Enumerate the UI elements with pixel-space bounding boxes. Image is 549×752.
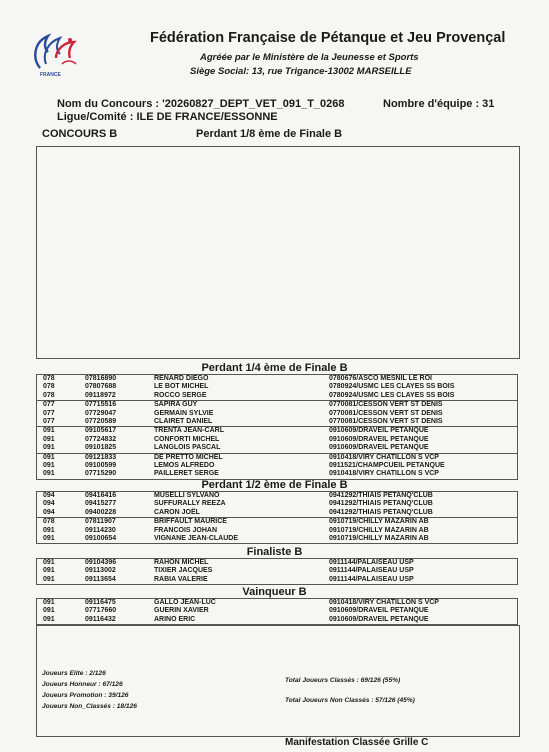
player-name: VIGNANE JEAN-CLAUDE (154, 534, 239, 542)
player-club: 0911521/CHAMPCUEIL PETANQUE (329, 461, 445, 469)
finaliste-table (36, 558, 518, 585)
section-title-vainqueur: Vainqueur B (242, 586, 307, 598)
player-dept-code: 091 (43, 453, 55, 461)
player-licence: 09116475 (85, 599, 116, 606)
player-licence: 09105617 (85, 427, 117, 435)
player-name: SUFFURALLY REEZA (154, 500, 226, 508)
player-name: DE PRETTO MICHEL (154, 453, 223, 461)
player-club: 0910719/CHILLY MAZARIN AB (329, 534, 429, 542)
player-licence: 09113002 (85, 567, 116, 575)
federation-subtitle-ministry: Agréée par le Ministère de la Jeunesse et Sports (200, 52, 419, 63)
ffpjp-logo-icon (26, 28, 82, 80)
player-name: ROCCO SERGE (154, 391, 207, 399)
player-club: 0910418/VIRY CHATILLON S VCP (329, 599, 439, 606)
player-name: BRIFFAULT MAURICE (154, 518, 227, 526)
player-licence: 07724832 (85, 435, 117, 443)
player-club: 0910418/VIRY CHATILLON S VCP (329, 453, 439, 461)
player-row (37, 392, 517, 400)
player-name: CONFORTI MICHEL (154, 435, 220, 443)
player-dept-code: 078 (43, 391, 55, 399)
team-block (37, 375, 517, 400)
player-name: MUSELLI SYLVANO (154, 492, 220, 499)
player-row (37, 492, 517, 500)
player-row (37, 427, 517, 435)
player-dept-code: 091 (43, 559, 55, 566)
player-name: LANGLOIS PASCAL (154, 444, 221, 452)
player-dept-code: 091 (43, 567, 55, 575)
player-name: CARON JOËL (154, 508, 200, 516)
team-block (37, 517, 517, 543)
player-licence: 09114230 (85, 526, 116, 534)
player-row (37, 418, 517, 426)
player-licence: 07816890 (85, 375, 117, 382)
player-dept-code: 094 (43, 492, 55, 499)
player-row (37, 454, 517, 462)
perdant-1-4-table (36, 374, 518, 480)
player-dept-code: 091 (43, 599, 55, 606)
team-block (37, 400, 517, 426)
player-dept-code: 094 (43, 500, 55, 508)
player-dept-code: 078 (43, 383, 55, 391)
team-block (37, 559, 517, 584)
player-dept-code: 077 (43, 409, 55, 417)
player-name: GUERIN XAVIER (154, 607, 209, 615)
player-row (37, 462, 517, 470)
player-licence: 09416416 (85, 492, 117, 499)
stat-elite: Joueurs Elite : 2/126 (42, 670, 106, 677)
player-row (37, 567, 517, 575)
logo-text: FRANCE (40, 72, 61, 78)
player-dept-code: 094 (43, 508, 55, 516)
player-row (37, 436, 517, 444)
player-dept-code: 077 (43, 417, 55, 425)
federation-title: Fédération Française de Pétanque et Jeu Provençal (150, 30, 506, 46)
player-dept-code: 091 (43, 435, 55, 443)
player-row (37, 470, 517, 478)
player-club: 0911144/PALAISEAU USP (329, 559, 414, 566)
section-title-finaliste: Finaliste B (246, 546, 303, 558)
player-club: 0910609/DRAVEIL PETANQUE (329, 444, 429, 452)
player-licence: 09113654 (85, 575, 116, 583)
player-name: TRENTA JEAN-CARL (154, 427, 224, 435)
section-title-perdant-1-2: Perdant 1/2 ème de Finale B (201, 479, 348, 491)
contest-name: Nom du Concours : '20260827_DEPT_VET_091_T_0268 (57, 98, 345, 110)
player-row (37, 599, 517, 607)
section-title-perdant-1-8: Perdant 1/8 ème de Finale B (196, 128, 343, 140)
player-licence: 09100599 (85, 461, 117, 469)
federation-subtitle-address: Siège Social: 13, rue Trigance-13002 MARSEILLE (190, 66, 412, 77)
player-club: 0780924/USMC LES CLAYES SS BOIS (329, 391, 455, 399)
player-row (37, 509, 517, 517)
player-club: 0770081/CESSON VERT ST DENIS (329, 417, 443, 425)
perdant-1-8-box (36, 146, 520, 359)
player-licence: 09121833 (85, 453, 117, 461)
player-name: GALLO JEAN-LUC (154, 599, 216, 606)
player-licence: 07729047 (85, 409, 117, 417)
player-dept-code: 091 (43, 470, 55, 478)
player-club: 0910719/CHILLY MAZARIN AB (329, 518, 429, 526)
player-licence: 07717660 (85, 607, 117, 615)
player-row (37, 518, 517, 526)
player-licence: 09116432 (85, 615, 116, 623)
stat-total-non-classes: Total Joueurs Non Classés : 57/126 (45%) (285, 697, 415, 704)
player-dept-code: 091 (43, 575, 55, 583)
player-club: 0910609/DRAVEIL PETANQUE (329, 427, 429, 435)
player-club: 0941292/THIAIS PETANQ'CLUB (329, 492, 433, 499)
player-name: LE BOT MICHEL (154, 383, 209, 391)
player-name: SAPIRA GUY (154, 401, 198, 409)
player-club: 0910609/DRAVEIL PETANQUE (329, 607, 429, 615)
player-dept-code: 091 (43, 461, 55, 469)
team-block (37, 492, 517, 517)
player-licence: 09400228 (85, 508, 117, 516)
player-row (37, 576, 517, 584)
player-licence: 07811907 (85, 518, 116, 526)
player-licence: 09101825 (85, 444, 117, 452)
player-licence: 09104396 (85, 559, 117, 566)
player-name: CLAIRET DANIEL (154, 417, 213, 425)
player-club: 0911144/PALAISEAU USP (329, 567, 414, 575)
perdant-1-2-table (36, 491, 518, 544)
player-licence: 07715290 (85, 470, 117, 478)
team-block (37, 599, 517, 624)
team-count: Nombre d'équipe : 31 (383, 98, 495, 110)
player-row (37, 401, 517, 409)
player-dept-code: 091 (43, 526, 55, 534)
player-licence: 07720589 (85, 417, 117, 425)
player-name: RABIA VALERIE (154, 575, 208, 583)
stat-honneur: Joueurs Honneur : 67/126 (42, 681, 123, 688)
player-licence: 09415277 (85, 500, 117, 508)
player-club: 0911144/PALAISEAU USP (329, 575, 414, 583)
section-title-perdant-1-4: Perdant 1/4 ème de Finale B (201, 362, 348, 374)
player-dept-code: 077 (43, 401, 55, 409)
player-row (37, 607, 517, 615)
player-dept-code: 078 (43, 375, 55, 382)
vainqueur-table (36, 598, 518, 625)
player-row (37, 616, 517, 624)
stat-total-classes: Total Joueurs Classés : 69/126 (55%) (285, 677, 401, 684)
player-licence: 09100654 (85, 534, 117, 542)
stat-non-classes: Joueurs Non_Classés : 18/126 (42, 703, 137, 710)
player-dept-code: 091 (43, 427, 55, 435)
player-club: 0941292/THIAIS PETANQ'CLUB (329, 500, 433, 508)
concours-label: CONCOURS B (42, 128, 118, 140)
player-name: TIXIER JACQUES (154, 567, 213, 575)
player-row (37, 559, 517, 567)
player-name: GERMAIN SYLVIE (154, 409, 214, 417)
player-licence: 09118972 (85, 391, 116, 399)
player-dept-code: 091 (43, 534, 55, 542)
player-club: 0780676/ASCO MESNIL LE ROI (329, 375, 432, 382)
player-name: RAHON MICHEL (154, 559, 209, 566)
player-dept-code: 091 (43, 615, 55, 623)
player-licence: 07715516 (85, 401, 117, 409)
player-row (37, 500, 517, 508)
player-dept-code: 091 (43, 607, 55, 615)
player-club: 0910719/CHILLY MAZARIN AB (329, 526, 429, 534)
player-club: 0780924/USMC LES CLAYES SS BOIS (329, 383, 455, 391)
player-club: 0941292/THIAIS PETANQ'CLUB (329, 508, 433, 516)
player-row (37, 375, 517, 383)
team-block (37, 453, 517, 479)
league-committee: Ligue/Comité : ILE DE FRANCE/ESSONNE (57, 111, 278, 123)
player-club: 0910609/DRAVEIL PETANQUE (329, 435, 429, 443)
player-row (37, 527, 517, 535)
player-row (37, 535, 517, 543)
player-dept-code: 078 (43, 518, 55, 526)
player-name: FRANCOIS JOHAN (154, 526, 218, 534)
player-dept-code: 091 (43, 444, 55, 452)
player-row (37, 410, 517, 418)
player-row (37, 383, 517, 391)
player-club: 0910609/DRAVEIL PETANQUE (329, 615, 429, 623)
team-block (37, 426, 517, 452)
player-name: ARINO ERIC (154, 615, 196, 623)
player-club: 0770081/CESSON VERT ST DENIS (329, 401, 443, 409)
player-row (37, 444, 517, 452)
player-club: 0910418/VIRY CHATILLON S VCP (329, 470, 439, 478)
stat-promotion: Joueurs Promotion : 39/126 (42, 692, 129, 699)
player-name: RENARD DIEGO (154, 375, 209, 382)
player-name: LEMOS ALFREDO (154, 461, 215, 469)
player-licence: 07807688 (85, 383, 117, 391)
manifestation-grade: Manifestation Classée Grille C (285, 737, 429, 748)
player-name: PAILLERET SERGE (154, 470, 219, 478)
player-club: 0770081/CESSON VERT ST DENIS (329, 409, 443, 417)
